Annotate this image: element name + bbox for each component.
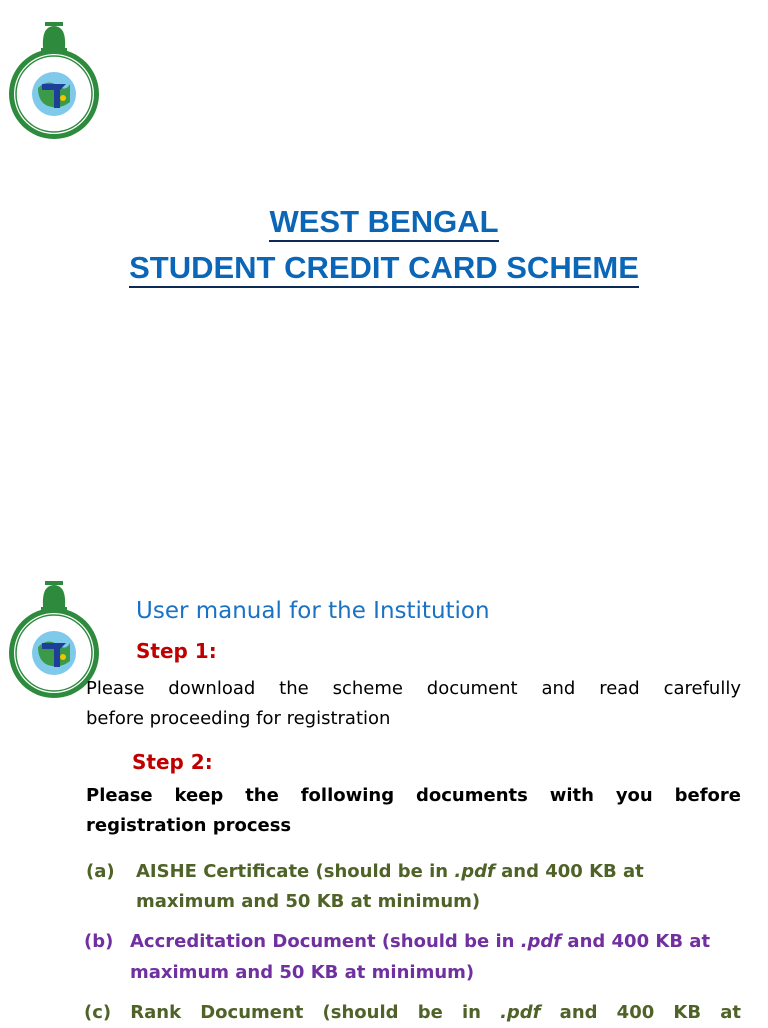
document-item-b-text: Accreditation Document (should be in .pdf and 400 KB at bbox=[130, 931, 711, 952]
item-marker: (b) bbox=[84, 931, 114, 952]
title-line-1: WEST BENGAL bbox=[0, 204, 768, 240]
document-item-b bbox=[84, 926, 113, 957]
manual-heading: User manual for the Institution bbox=[136, 598, 490, 624]
instructions-slide bbox=[0, 565, 768, 1024]
west-bengal-govt-emblem-icon bbox=[8, 18, 100, 140]
item-marker: (c) bbox=[84, 1002, 112, 1023]
title-line-2: STUDENT CREDIT CARD SCHEME bbox=[0, 250, 768, 286]
step2-text-line1: Please keep the following documents with you before bbox=[86, 785, 741, 806]
item-marker: (a) bbox=[86, 861, 115, 882]
step2-text bbox=[86, 781, 741, 841]
document-item-a-text: AISHE Certificate (should be in .pdf and 400 KB at bbox=[136, 861, 644, 882]
document-item-c: (c) Rank Document (should be in .pdf and 400 KB at bbox=[84, 1002, 741, 1023]
document-item-b-line2: maximum and 50 KB at minimum) bbox=[130, 962, 475, 983]
step1-label: Step 1: bbox=[136, 639, 217, 663]
step1-text-line2: before proceeding for registration bbox=[86, 708, 391, 729]
document-item-a-line2: maximum and 50 KB at minimum) bbox=[136, 891, 481, 912]
step1-text-line1: Please download the scheme document and read carefully bbox=[86, 678, 741, 699]
step1-text bbox=[86, 674, 741, 734]
document-item-a bbox=[86, 856, 115, 887]
step2-label: Step 2: bbox=[132, 750, 213, 774]
step2-text-line2: registration process bbox=[86, 815, 292, 836]
